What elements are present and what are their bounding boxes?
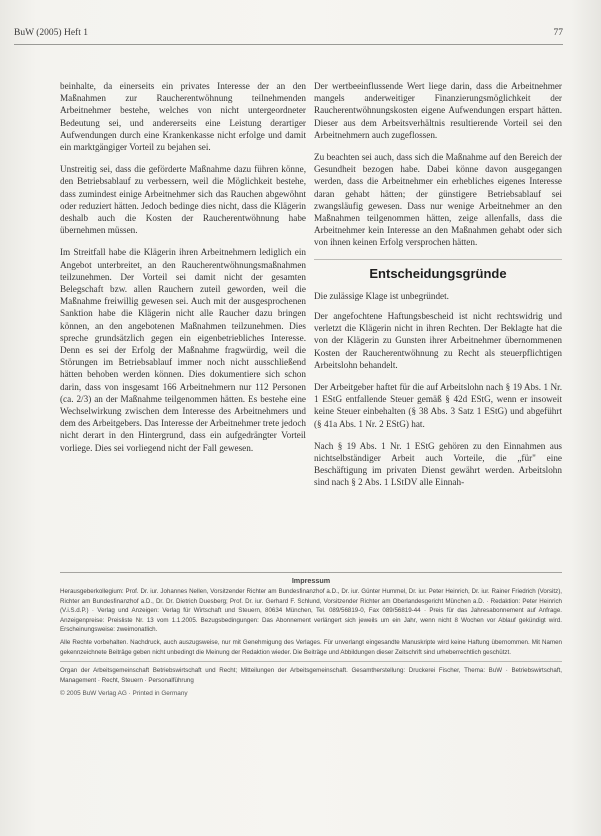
paragraph: Im Streitfall habe die Klägerin ihren Arbeitnehmern lediglich ein Angebot unterbreitet, an den Raucherentwöhnungsmaßnahmen teilzunehmen. Der Vorteil sei damit nicht der gesamten Belegschaft bzw. allen Rauchern zuteil geworden, weil die Maßnahme freiwillig gewesen sei. Auch mit der ausgesprochenen Sanktion habe die Klägerin nicht alle Raucher dazu bringen können, an den angebotenen Maßnahmen teilzunehmen. Dies spreche grundsätzlich gegen ein eigenbetriebliches Interesse. Denn es sei der Erfolg der Maßnahme fragwürdig, weil die Störungen im Betriebsablauf immer noch nicht ausschließend hätten behoben werden können. Dies dokumentiere sich schon darin, dass von insgesamt 166 Arbeitnehmern nur 112 Personen (ca. 2/3) an der Maßnahme teilgenommen hätten. Es bestehe eine Wechselwirkung zwischen dem Interesse des Arbeitnehmers und dem des Arbeitgebers. Das Interesse der Arbeitnehmer trete jedoch nicht derart in den Hintergrund, dass ein aufgedrängter Vorteil vorliege. Dies sei vorliegend nicht der Fall gewesen. (60, 247, 306, 453)
paragraph: Die zulässige Klage ist unbegründet. (314, 290, 449, 301)
page-number: 77 (553, 28, 563, 38)
imprint-text: Herausgeberkollegium: Prof. Dr. iur. Johannes Nellen, Vorsitzender Richter am Bundesfinanzhof a.D., Dr. iur. Günter Hummel, Dr. iur. Peter Heinrich, Dr. iur. Rainer Friedrich (Vorsitz), Richter am Bundesfinanzhof a.D., Dr. Dr. Dietrich Duesberg; Prof. Dr. iur. Gerhard F. Schlund, Vorsitzender Richter am Oberlandesgericht München a.D. · Redaktion: Peter Heinrich (V.i.S.d.P.) · Verlag und Anzeigen: Verlag für Wirtschaft und Steuern, 80634 München, Tel. 089/56819-0, Fax 089/56819-44 · Preis für das Jahresabonnement auf Anfrage. Anzeigenpreise: Preisliste Nr. 13 vom 1.1.2005. Bezugsbedingungen: Das Abonnement verlängert sich jeweils um ein Jahr, wenn nicht 8 Wochen vor Ablauf gekündigt wird. Erscheinungsweise: zweimonatlich. (60, 588, 562, 634)
copyright-notice: © 2005 BuW Verlag AG · Printed in Germany (60, 690, 188, 698)
imprint-title: Impressum (291, 576, 331, 585)
imprint-box (60, 572, 562, 698)
section-heading: Entscheidungsgründe (314, 259, 562, 280)
paragraph: beinhalte, da einerseits ein privates Interesse der an den Maßnahmen zur Raucherentwöhnung teilnehmenden Arbeitnehmer bestehe, welches von nicht untergeordneter Bedeutung sei, und andererseits eine Leistung derartiger Aufwendungen durch eine Krankenkasse nicht erfolge und damit ein marktgängiger Vorteil zu bejahen sei. (60, 81, 306, 153)
paragraph: Nach § 19 Abs. 1 Nr. 1 EStG gehören zu den Einnahmen aus nichtselbständiger Arbeit auch Vorteile, die „für" eine Beschäftigung im privaten Dienst gewährt werden. Arbeitslohn sind nach § 2 Abs. 1 LStDV alle Einnah- (314, 440, 562, 488)
journal-reference: BuW (2005) Heft 1 (14, 28, 88, 38)
paragraph: Zu beachten sei auch, dass sich die Maßnahme auf den Bereich der Gesundheit bezogen habe. Dabei könne davon ausgegangen werden, dass die Arbeitnehmer ein erhebliches eigenes Interesse daran gehabt hätten; der günstigere Betriebsablauf sei zwangsläufig gewesen. Dass nur wenige Arbeitnehmer an den Maßnahmen teilgenommen hätten, zeige allenfalls, dass die Arbeitnehmer kein Interesse an den Maßnahmen gehabt oder sich von ihnen keinen Erfolg versprochen hätten. (314, 152, 562, 248)
paragraph: Der wertbeeinflussende Wert liege darin, dass die Arbeitnehmer mangels anderweitiger Finanzierungsmöglichkeit der Raucherentwöhnungskosten eigene Aufwendungen erspart hätten. Dieser aus dem Arbeitsverhältnis resultierende Vorteil sei den Arbeitnehmern auch zugeflossen. (314, 81, 562, 140)
imprint-text: Organ der Arbeitsgemeinschaft Betriebswirtschaft und Recht; Mitteilungen der Arbeitsgemeinschaft. Gesamtherstellung: Druckerei Fischer, Thema: BuW · Betriebswirtschaft, Management · Recht, Steuern · Personalführung (60, 667, 562, 684)
running-header (14, 28, 563, 38)
imprint-divider (60, 661, 562, 662)
left-column (60, 80, 306, 464)
right-column (314, 80, 562, 499)
paragraph: Der Arbeitgeber haftet für die auf Arbeitslohn nach § 19 Abs. 1 Nr. 1 EStG entfallende Steuer gemäß § 42d EStG, wenn er insoweit keine Steuer einbehalten (§ 38 Abs. 3 Satz 1 EStG) und abgeführt (§ 41a Abs. 1 Nr. 2 EStG) hat. (314, 382, 562, 429)
paragraph: Der angefochtene Haftungsbescheid ist nicht rechtswidrig und verletzt die Klägerin nicht in ihren Rechten. Der Beklagte hat die von der Klägerin zu Gunsten ihrer Arbeitnehmer übernommenen Kosten der Raucherentwöhnung zu Recht als steuerpflichtigen Arbeitslohn behandelt. (314, 311, 562, 370)
header-divider (14, 44, 563, 45)
paragraph: Unstreitig sei, dass die geförderte Maßnahme dazu führen könne, den Betriebsablauf zu verbessern, weil die Möglichkeit bestehe, dass zumindest einige Arbeitnehmer sich das Rauchen abgewöhnt oder reduziert hätten. Jedoch bedinge dies nicht, dass die Klägerin deshalb auch die Kosten der Raucherentwöhnung habe übernehmen müssen. (60, 164, 306, 236)
imprint-text: Alle Rechte vorbehalten. Nachdruck, auch auszugsweise, nur mit Genehmigung des Verlages. Für unverlangt eingesandte Manuskripte wird keine Haftung übernommen. Mit Namen gekennzeichnete Beiträge geben nicht unbedingt die Meinung der Redaktion wieder. Die Beiträge und Abbildungen dieser Zeitschrift sind urheberrechtlich geschützt. (60, 639, 562, 656)
